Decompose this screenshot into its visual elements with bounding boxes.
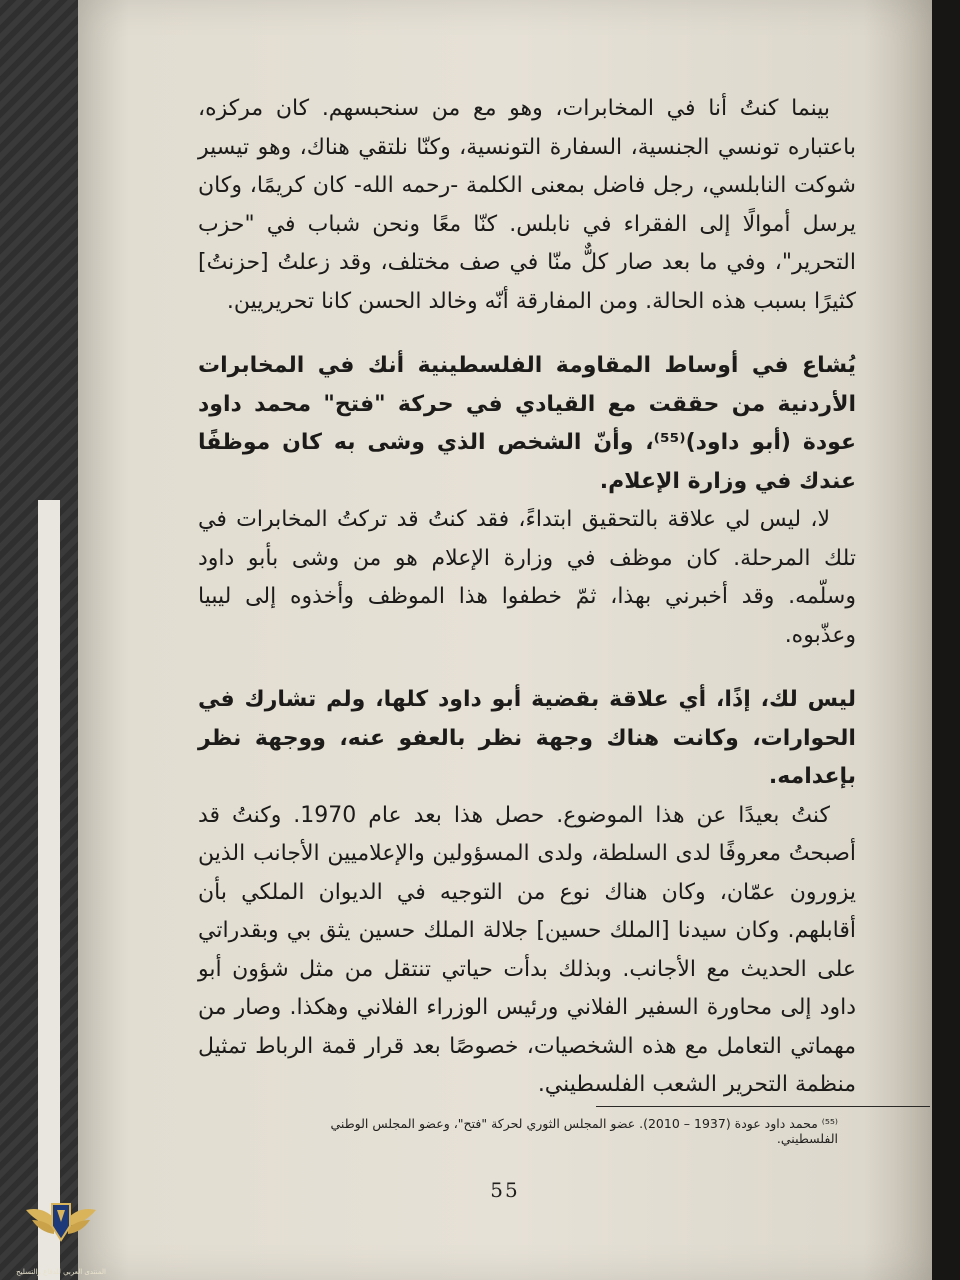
watermark-text: المنتدى العربي للدفاع والتسليح — [16, 1268, 106, 1276]
text-line: تلك المرحلة. كان موظف في وزارة الإعلام هو من وشى بأبو داود وسلّمه. — [198, 545, 856, 609]
text-line: مثل شؤون أبو داود إلى محاورة السفير الفلاني ورئيس الوزراء الفلاني — [198, 956, 856, 1020]
text-line: وهكذا. وصار من مهماتي التعامل مع هذه الشخصيات، خصوصًا بعد — [198, 995, 856, 1059]
text-line: بينما كنتُ أنا في المخابرات، وهو مع من سنحبسهم. كان مركزه، — [198, 96, 830, 121]
text-line: وكانت هناك وجهة نظر بالعفو عنه، ووجهة نظر بإعدامه. — [198, 725, 856, 789]
text-line: "حزب التحرير"، وفي ما بعد صار كلٌّ منّا في صف مختلف، وقد — [198, 211, 857, 275]
interview-answer — [198, 501, 856, 655]
text-line: كنتُ بعيدًا عن هذا الموضوع. حصل هذا بعد عام 1970. وكنتُ قد — [198, 802, 830, 828]
footnote-separator — [596, 1106, 930, 1107]
forum-watermark — [6, 1196, 116, 1276]
text-line: وقد أخبرني بهذا، ثمّ خطفوا هذا الموظف وأخذوه إلى ليبيا وعذّبوه. — [198, 584, 856, 648]
text-line: بأن أقابلهم. وكان سيدنا [الملك حسين] جلالة الملك حسين يثق بي — [198, 879, 856, 943]
text-line: أصبحتُ معروفًا لدى السلطة، ولدى المسؤولين والإعلاميين الأجانب — [252, 841, 857, 866]
text-line: حققت مع القيادي في حركة "فتح" محمد داود عودة (أبو داود)⁽⁵⁵⁾، وأنّ — [198, 391, 856, 455]
text-line: لا، ليس لي علاقة بالتحقيق ابتداءً، فقد كنتُ قد تركتُ المخابرات في — [198, 507, 830, 532]
text-line: قرار قمة الرباط تمثيل منظمة التحرير الشعب الفلسطيني. — [198, 1033, 856, 1097]
text-line: الذين يزورون عمّان، وكان هناك نوع من التوجيه في الديوان الملكي — [198, 841, 857, 905]
text-line: شوكت النابلسي، رجل فاضل بمعنى الكلمة -رحمه الله- كان كريمًا، — [249, 173, 856, 198]
text-line: باعتباره تونسي الجنسية، السفارة التونسية، وكنّا نلتقي هناك، وهو تيسير — [198, 134, 856, 160]
interview-question — [198, 681, 856, 797]
interview-answer — [198, 797, 856, 1105]
text-line: وكان يرسل أموالًا إلى الفقراء في نابلس. كنّا معًا ونحن شباب في — [198, 173, 857, 237]
page-body-text — [198, 90, 856, 1105]
text-line: يُشاع في أوساط المقاومة الفلسطينية أنك في المخابرات الأردنية من — [198, 353, 856, 417]
text-line: زعلتُ [حزنتُ] كثيرًا بسبب هذه الحالة. ومن المفارقة أنّه وخالد — [198, 250, 856, 314]
text-line: وبقدراتي على الحديث مع الأجانب. وبذلك بدأت حياتي تنتقل من — [198, 918, 857, 982]
paragraph-gap — [198, 655, 856, 681]
book-edge-strip — [38, 500, 60, 1280]
text-line: الحسن كانا تحريريين. — [226, 288, 422, 314]
interview-answer — [198, 90, 856, 321]
winged-shield-logo-icon — [24, 1196, 98, 1252]
page-number: 55 — [490, 1178, 520, 1202]
paragraph-gap — [198, 321, 856, 347]
footnote: ⁽⁵⁵⁾ محمد داود عودة (1937 – 2010). عضو المجلس الثوري لحركة "فتح"، وعضو المجلس الوطني الفلسطيني. — [330, 1116, 838, 1146]
book-page — [78, 0, 932, 1280]
book-spine-shadow — [932, 0, 960, 1280]
interview-question — [198, 347, 856, 501]
text-line: الشخص الذي وشى به كان موظفًا عندك في وزارة الإعلام. — [198, 430, 856, 494]
text-line: ليس لك، إذًا، أي علاقة بقضية أبو داود كلها، ولم تشارك في الحوارات، — [198, 687, 856, 751]
